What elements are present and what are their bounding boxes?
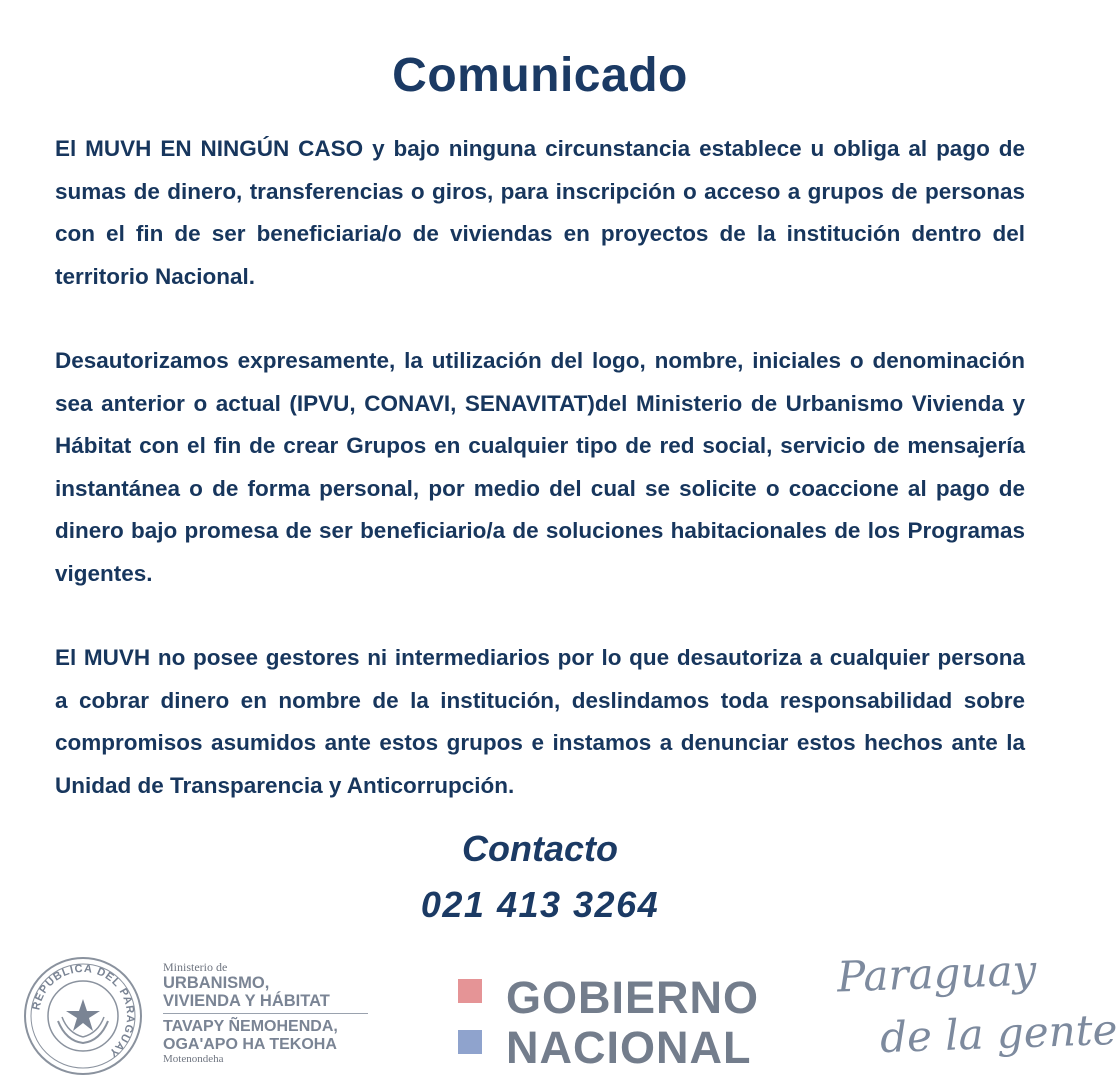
slogan-line-1: Paraguay (836, 945, 1038, 1002)
paraguay-de-la-gente-logo (835, 945, 1118, 1067)
ministry-guarani-2: OGA'APO HA TEKOHA (163, 1035, 337, 1053)
ministry-guarani-suffix: Motenondeha (163, 1053, 224, 1065)
ministry-prefix: Ministerio de (163, 960, 228, 974)
contact-label: Contacto (462, 828, 618, 869)
blue-square-icon (458, 1030, 482, 1054)
ministry-guarani-1: TAVAPY ÑEMOHENDA, (163, 1018, 338, 1035)
red-square-icon (458, 979, 482, 1003)
ministry-logo-text (163, 961, 373, 1066)
paragraph-2: Desautorizamos expresamente, la utilización del logo, nombre, iniciales o denominación sea anterior o actual (IPVU, CONAVI, SENAVITAT)del Ministerio de Urbanismo Vivienda y Hábitat con el fin de crear Grupos en cualquier tipo de red social, servicio de mensajería instantánea o de forma personal, por medio del cual se solicite o coaccione al pago de dinero bajo promesa de ser beneficiario/a de soluciones habitacionales de los Programas vigentes. (55, 348, 1025, 586)
contact-phone: 021 413 3264 (420, 884, 660, 925)
ministry-line-1: URBANISMO, (163, 974, 270, 992)
ministry-line-2: VIVIENDA Y HÁBITAT (163, 992, 330, 1010)
paraguay-seal-icon (22, 955, 144, 1077)
gobierno-word: GOBIERNO (506, 972, 760, 1023)
footer-logos (0, 945, 1118, 1080)
communique-body (55, 128, 1025, 849)
ministry-divider (163, 1013, 368, 1014)
paragraph-3: El MUVH no posee gestores ni intermediarios por lo que desautoriza a cualquier persona a cobrar dinero en nombre de la institución, deslindamos toda responsabilidad sobre compromisos asumidos ante estos grupos e instamos a denunciar estos hechos ante la Unidad de Transparencia y Anticorrupción. (55, 645, 1025, 798)
slogan-line-2: de la gente (879, 1004, 1118, 1063)
svg-text:REPUBLICA DEL PARAGUAY: REPUBLICA DEL PARAGUAY (30, 962, 137, 1060)
nacional-word: NACIONAL (506, 1022, 752, 1073)
paragraph-1: El MUVH EN NINGÚN CASO y bajo ninguna circunstancia establece u obliga al pago de sumas de dinero, transferencias o giros, para inscripción o acceso a grupos de personas con el fin de ser beneficiaria/o de viviendas en proyectos de la institución dentro del territorio Nacional. (55, 136, 1025, 289)
page-title: Comunicado (392, 49, 688, 102)
